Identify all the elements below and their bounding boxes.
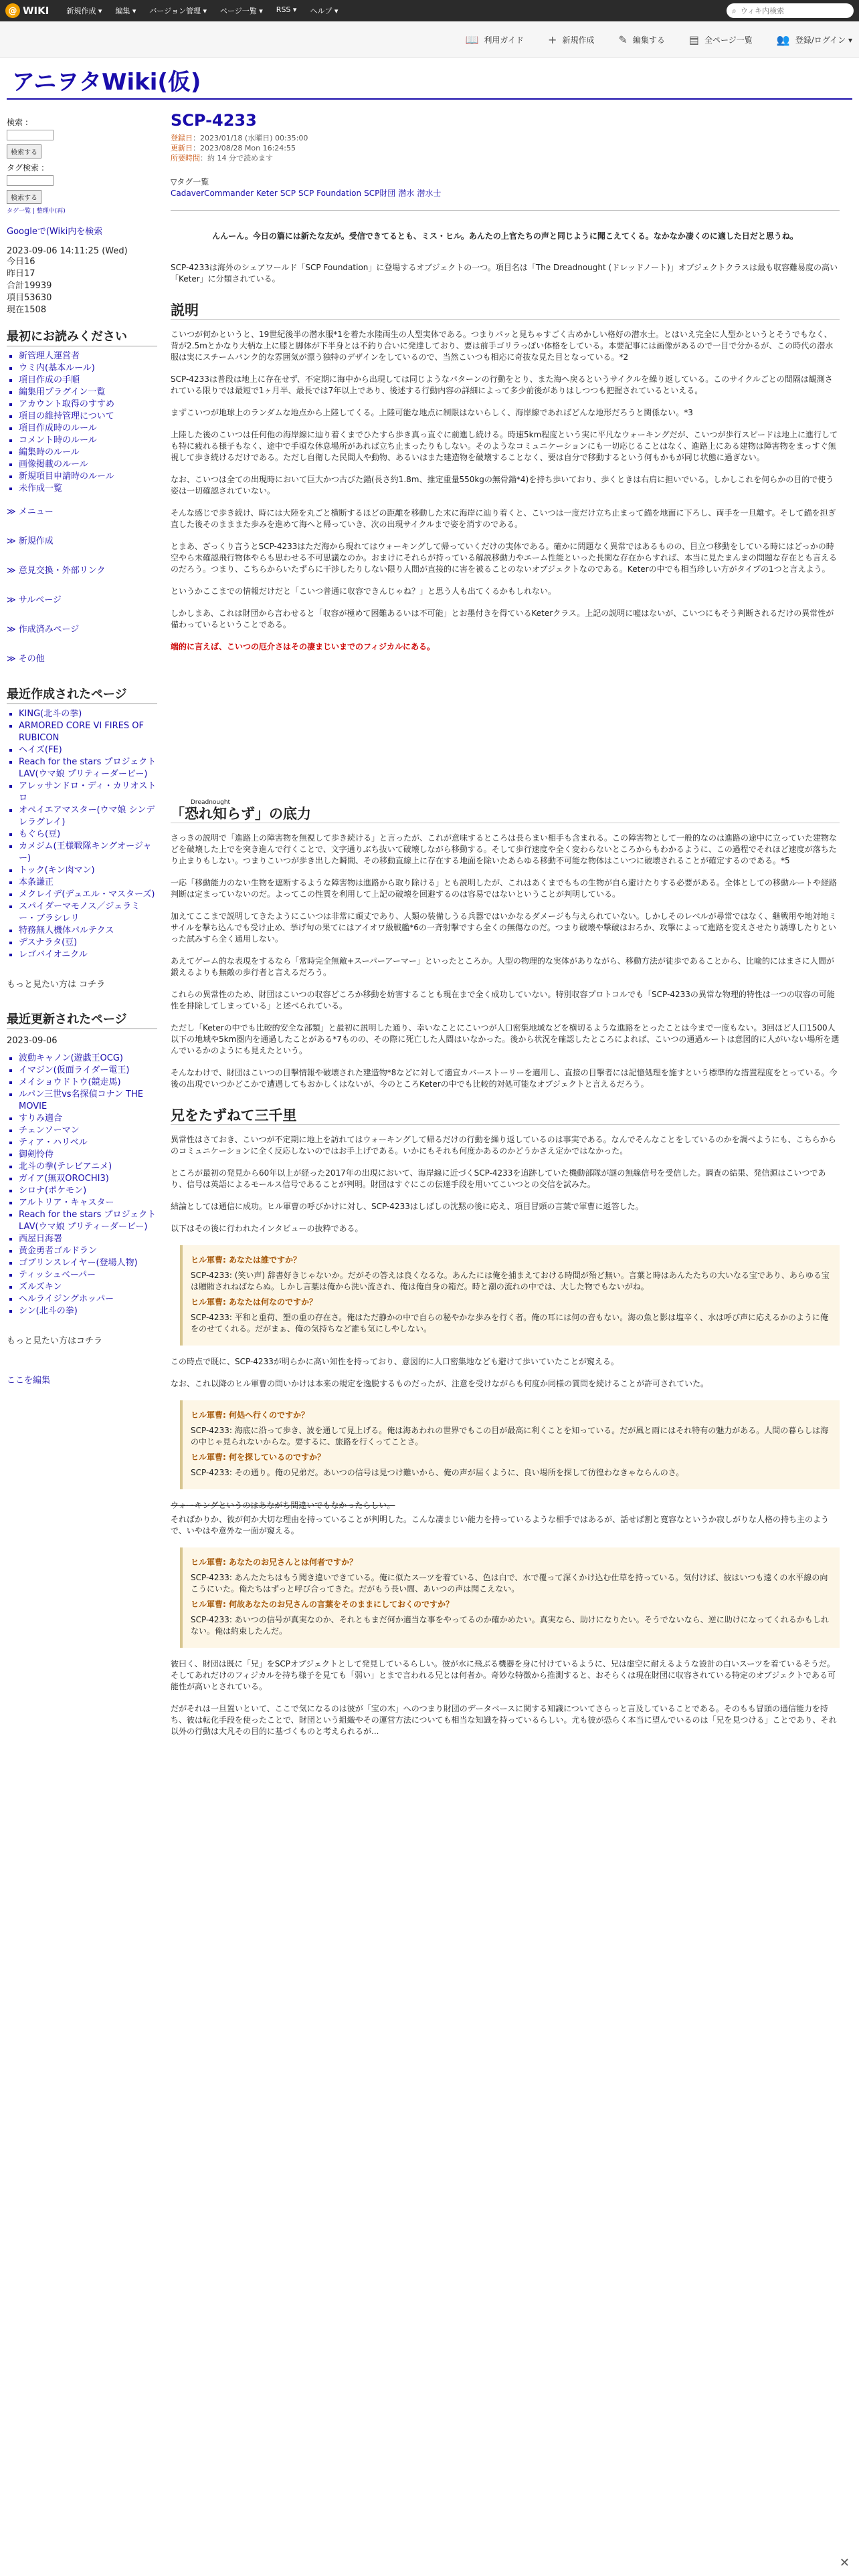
emphasis-paragraph: 端的に言えば、こいつの厄介さはその凄まじいまでのフィジカルにある。 bbox=[171, 642, 436, 651]
page-meta bbox=[171, 133, 840, 163]
stat-items: 項目53630 bbox=[7, 293, 52, 303]
paragraph: この時点で既に、SCP-4233が明らかに高い知性を持っており、意図的に人口密集地なども避けて歩いていたことが窺える。 bbox=[171, 1357, 619, 1366]
paragraph: こいつが何かというと、19世紀後半の潜水服*1を着た水陸両生の人型実体である。つまりパッと見ちゃすごく古めかしい格好の潜水士。とはいえ完全に人型かというとそうでもなく、背が2.5mとかなり大柄な上に膝と脚体が下半身とは不釣り合いに発達しており、要は前手ゴリラっぽい体格をしている。本要記事には画像があるので一目で分かるが、この時代の潜水服は実にスチームパンク的な雰囲気が漂う独特のデザインをしているので、当然こいつも相応に奇抜な見た目となっている。*2 bbox=[171, 330, 834, 362]
paragraph: 一応「移動能力のない生物を遮断するような障害物は進路から取り除ける」とも説明したが、これはあくまでももの生物が自ら避けたりする必要がある。全体としての移動ルートや経路判断は定まっていないのだ。よってこの性質を利用して上記の破壊を回避するのは容易ではないということが判明している。 bbox=[171, 878, 838, 899]
meta-value: ：2023/08/28 Mon 16:24:55 bbox=[193, 144, 296, 152]
sidebar-item[interactable]: ▪ 黄金勇者ゴルドラン bbox=[19, 1245, 157, 1257]
paragraph: まずこいつが地球上のランダムな地点から上陸してくる。上陸可能な地点に制限はないらしく、海岸線であればどんな地形だろうと関係ない。*3 bbox=[171, 408, 693, 417]
wiki-search-input[interactable] bbox=[741, 7, 841, 15]
paragraph: ただし「Keterの中でも比較的安全な部類」と最初に説明した通り、幸いなことにこいつが人口密集地域などを横切るような進路をとったことは今まで一度もない。3回ほど人口1500人以下の地域や5km圏内を通過したことがある*7ものの、その際に死亡した人間はいなかった。後から状況を確認したところによれば、こいつの通過ルートは意図的に人がいない場所を選んでいるかのようにも見えたという。 bbox=[171, 1023, 840, 1055]
sidebar-item[interactable]: ▪ 新管理人運営者 bbox=[19, 350, 157, 362]
menu-new[interactable]: 新規作成 ▾ bbox=[66, 7, 102, 15]
interview-answer: SCP-4233: 平和と重荷、塑の重の存在さ。俺はただ静かの中で自らの秘やかな歩みを行く者。俺の耳には何の音もない。海の魚と影は塩辛く、水は呼び声に応えるかのように俺をのせてくれる。だがまぁ、俺の気持ちなど誰も気にしやしない。 bbox=[191, 1313, 828, 1333]
tag-link[interactable]: SCP bbox=[280, 189, 296, 198]
tag-link[interactable]: 潜水士 bbox=[417, 189, 442, 198]
stat-yesterday: 昨日17 bbox=[7, 269, 35, 279]
sidebar bbox=[7, 115, 157, 1386]
menu-version[interactable]: バージョン管理 ▾ bbox=[149, 7, 207, 15]
paragraph: 以下はその後に行われたインタビューの抜粋である。 bbox=[171, 1224, 363, 1233]
top-menu bbox=[60, 5, 345, 16]
interview-box bbox=[180, 1400, 840, 1489]
sidebar-search-button[interactable]: 検索する bbox=[7, 144, 41, 158]
interview-answer: SCP-4233: (笑い声) 辞書好きじゃないか。だがその答えは良くなるな。あんたには俺を捕まえておける時間が殆ど無い。言葉と時はあんたたちの大いなる宝であり、あらゆる宝は贈賄されねばならぬ。しかし言葉は俺から洗い流され、俺は俺自身の箱だ。時と潮の流れの中では、大した物でもないがね。 bbox=[191, 1271, 830, 1291]
sidebar-item[interactable]: ▪ 御剣怜侍 bbox=[19, 1149, 157, 1161]
tag-list-label[interactable]: ▽タグ一覧 bbox=[171, 177, 209, 187]
sidebar-menu-link[interactable]: ≫ 作成済みページ bbox=[7, 625, 80, 635]
interview-answer: SCP-4233: あいつの信号が真実なのか、それともまだ何か適当な事をやってるのか確かめたい。真実なら、助けになりたい。そうでないなら、逆に助けになってくれるかもしれない。俺は約束したんだ。 bbox=[191, 1615, 829, 1636]
close-icon[interactable]: ✕ bbox=[839, 2556, 850, 2570]
sidebar-item[interactable]: ▪ 編集時のルール bbox=[19, 447, 157, 459]
paragraph: そればかりか、彼が何か大切な理由を持っていることが判明した。こんな凄まじい能力を持っているような相手ではあるが、話せば割と寛容なというか寂しがりな人格の持ち主のようで、いやはや意外な一面が窺える。 bbox=[171, 1515, 830, 1535]
sidebar-item[interactable]: ▪ 特務無人機体パルテクス bbox=[19, 925, 157, 937]
section-brother-heading: 兄をたずねて三千里 bbox=[171, 1110, 840, 1125]
meta-updated bbox=[171, 143, 840, 153]
sidebar-item[interactable]: ▪ カメジム(王様戦隊キングオージャー) bbox=[19, 841, 157, 865]
page-toolbar bbox=[0, 21, 859, 58]
paragraph: なお、これ以降のヒル軍曹の問いかけは本来の規定を逸脱するものだったが、注意を受けながらも何度か同様の質問を続けることが許可されていた。 bbox=[171, 1379, 709, 1388]
sidebar-item[interactable]: ▪ ヘイズ(FE) bbox=[19, 744, 157, 756]
search-label: 検索 : bbox=[7, 118, 28, 127]
meta-reading-time bbox=[171, 153, 840, 163]
interview-question: ヒル軍曹: あなたは何なのですか？ bbox=[191, 1297, 317, 1307]
sidebar-menu-link[interactable]: ≫ メニュー bbox=[7, 507, 54, 517]
sidebar-item[interactable]: ▪ メクレイデ(デュエル・マスターズ) bbox=[19, 889, 157, 901]
guide-label: 利用ガイド bbox=[484, 35, 524, 45]
paragraph: そんなわけで、財団はこいつの目撃情報や破壊された建造物*8などに対して適宜カバーストーリーを適用し、直接の目撃者には記憶処理を施すという標準的な措置程度をとっている。今後の出現でいつかどこかで遭遇してもおかしくはないが、今のところKeterの中でも比較的対処可能なオブジェクトと言えるだろう。 bbox=[171, 1068, 838, 1089]
sidebar-item[interactable]: ▪ メイショウドトウ(競走馬) bbox=[19, 1077, 157, 1089]
interview-question: ヒル軍曹: 何処へ行くのですか？ bbox=[191, 1410, 309, 1420]
sidebar-search-input[interactable] bbox=[7, 130, 54, 140]
sidebar-item[interactable]: ▪ 未作成一覧 bbox=[19, 483, 157, 495]
paragraph: 異常性はさておき、こいつが不定期に地上を訪れてはウォーキングして帰るだけの行動を繰り返しているのは事実である。なんでそんなことをしているのかを調べようにも、こちらからのコミュニケーションに全く反応しないのではお手上げである。いかにもそれも何度かあるのかどうかさえ定かではなかった。 bbox=[171, 1135, 836, 1156]
meta-key: 所要時間 bbox=[171, 154, 200, 163]
site-logo[interactable] bbox=[0, 0, 49, 21]
read-first-list bbox=[7, 350, 157, 495]
user-icon: 👥 bbox=[776, 33, 790, 46]
meta-registered bbox=[171, 133, 840, 143]
paragraph: 加えてここまで説明してきたようにこいつは非常に頑丈であり、人類の装備しうる兵器ではいかなるダメージも与えられていない。しかしそのレベルが尋常ではなく、継戦用や地対地ミサイルを撃ち込んでも受け止め、挙げ句の果てにはアイオワ級戦艦*6の一斉射撃ですら全くの無傷なのだ。つまり破壊や撃破はおろか、攻撃によって進路を変えさせたり誘導したりといった試みすら全く通用しない。 bbox=[171, 911, 837, 944]
interview-question: ヒル軍曹: 何故あなたのお兄さんの言葉をそのままにしておくのですか？ bbox=[191, 1600, 454, 1609]
title-divider bbox=[7, 98, 852, 100]
sidebar-item[interactable]: ▪ 項目の維持管理について bbox=[19, 411, 157, 423]
paragraph: これらの異常性のため、財団はこいつの収容どころか移動を妨害することも現在まで全く成功していない。特別収容プロトコルでも「SCP-4233の異常な物理的特性は一つの収容の可能性を排除してしまっている」と述べられている。 bbox=[171, 990, 835, 1010]
paragraph: しかしまあ、これは財団から言わせると「収容が極めて困難あるいは不可能」とお墨付きを得ているKeterクラス。上記の説明に嘘はないが、こいつにもそう判断されるだけの異常性が備わっているということである。 bbox=[171, 609, 834, 629]
site-title[interactable]: アニヲタWiki(仮) bbox=[12, 69, 201, 96]
sidebar-item[interactable]: ▪ レゴバイオニクル bbox=[19, 949, 157, 961]
google-search-link[interactable]: Googleで(Wiki内を検索 bbox=[7, 227, 103, 237]
menu-edit[interactable]: 編集 ▾ bbox=[115, 7, 136, 15]
stat-today: 今日16 bbox=[7, 257, 35, 267]
login-button[interactable] bbox=[777, 33, 852, 46]
recent-created-list bbox=[7, 708, 157, 961]
sidebar-item[interactable]: ▪ ヘルライジングホッパー bbox=[19, 1293, 157, 1305]
current-date: 2023-09-06 14:11:25 (Wed) bbox=[7, 246, 128, 256]
recent-created-heading: 最近作成されたページ bbox=[7, 685, 157, 704]
logo-text: WIKI bbox=[23, 5, 50, 17]
sidebar-menu-link[interactable]: ≫ その他 bbox=[7, 654, 45, 664]
all-pages-label: 全ページ一覧 bbox=[704, 35, 753, 45]
sidebar-item[interactable]: ▪ アルトリア・キャスター bbox=[19, 1197, 157, 1209]
menu-page-list[interactable]: ページ一覧 ▾ bbox=[219, 7, 263, 15]
sidebar-item[interactable]: ▪ すりみ適合 bbox=[19, 1113, 157, 1125]
tag-help-link[interactable]: タグ一覧 | 整理中(再) bbox=[7, 208, 66, 215]
new-page-button[interactable] bbox=[548, 33, 594, 46]
sidebar-item[interactable]: ▪ アレッサンドロ・ディ・カリオストロ bbox=[19, 780, 157, 804]
plus-icon: + bbox=[548, 33, 557, 46]
recent-updated-list bbox=[7, 1053, 157, 1317]
spacer bbox=[171, 663, 840, 797]
meta-value: ：2023/01/18 (水曜日) 00:35:00 bbox=[193, 134, 308, 142]
tag-search-button[interactable]: 検索する bbox=[7, 190, 41, 204]
sidebar-item[interactable]: ▪ ゴブリンスレイヤー(登場人物) bbox=[19, 1257, 157, 1269]
paragraph: というかここまでの情報だけだと「こいつ普通に収容できんじゃね？」と思う人も出てくるかもしれない。 bbox=[171, 586, 557, 596]
intro-paragraph: SCP-4233は海外のシェアワールド「SCP Foundation」に登場するオブジェクトの一つ。項目名は「The Dreadnought (ドレッドノート)」オブジェクトクラスは最も収容難易度の高い「Keter」に分類されている。 bbox=[171, 263, 838, 284]
sidebar-item[interactable]: ▪ シロナ(ポケモン) bbox=[19, 1185, 157, 1197]
meta-key: 更新日 bbox=[171, 144, 193, 152]
sidebar-item[interactable]: ▪ スパイダーマモノス／ジェラミー・ブラシレリ bbox=[19, 901, 157, 925]
sidebar-item[interactable]: ▪ 編集用プラグイン一覧 bbox=[19, 387, 157, 399]
paragraph: なお、こいつは全ての出現時において巨大かつ古びた錨(長さ約1.8m、推定重量550kgの無骨錨*4)を持ち歩いており、歩くときは右肩に担いでいる。しかしこれを何らかの目的で使う姿は一切確認されていない。 bbox=[171, 475, 834, 496]
menu-rss[interactable]: RSS ▾ bbox=[276, 5, 297, 14]
wiki-search-box bbox=[727, 3, 854, 18]
sidebar-item[interactable]: ▪ ティア・ハリベル bbox=[19, 1137, 157, 1149]
tag-link[interactable]: 潜水 bbox=[398, 189, 415, 198]
recent-updated-heading: 最近更新されたページ bbox=[7, 1010, 157, 1029]
sidebar-item[interactable]: ▪ ウミ内(基本ルール) bbox=[19, 362, 157, 374]
interview-question: ヒル軍曹: あなたは誰ですか？ bbox=[191, 1255, 301, 1265]
guide-icon: 📖 bbox=[465, 33, 479, 46]
sidebar-item[interactable]: ▪ 画像掲載のルール bbox=[19, 459, 157, 471]
divider bbox=[171, 210, 840, 211]
interview-answer: SCP-4233: その通り。俺の兄弟だ。あいつの信号は見つけ難いから、俺の声が届くように、良い場所を探して彷徨わなきゃならんのさ。 bbox=[191, 1468, 684, 1477]
edit-sidebar-link[interactable]: ここを編集 bbox=[7, 1376, 51, 1386]
atwiki-logo-icon: @ bbox=[5, 3, 20, 18]
strikethrough-line: ウォーキングというのはあながち間違いでもなかったらしい。 bbox=[171, 1501, 395, 1510]
sidebar-item[interactable]: ▪ デスナラタ(豆) bbox=[19, 937, 157, 949]
sidebar-item[interactable]: ▪ 波動キャノン(遊戯王OCG) bbox=[19, 1053, 157, 1065]
sidebar-item[interactable]: ▪ ルパン三世vs名探偵コナン THE MOVIE bbox=[19, 1089, 157, 1113]
sidebar-menu-links bbox=[7, 498, 157, 674]
sidebar-item[interactable]: ▪ 項目作成時のルール bbox=[19, 423, 157, 435]
tag-link[interactable]: SCP Foundation bbox=[298, 189, 362, 198]
section-description-heading: 説明 bbox=[171, 305, 840, 320]
sidebar-item[interactable]: ▪ トック(キン肉マン) bbox=[19, 865, 157, 877]
sidebar-item[interactable]: ▪ シン(北斗の拳) bbox=[19, 1305, 157, 1317]
search-icon[interactable]: ⌕ bbox=[732, 5, 737, 15]
sidebar-item[interactable]: ▪ もぐら(豆) bbox=[19, 829, 157, 841]
stat-total: 合計19939 bbox=[7, 281, 52, 291]
section-ruby: Dreadnought bbox=[191, 799, 231, 806]
page-title: SCP-4233 bbox=[171, 111, 257, 130]
sidebar-item[interactable]: ▪ アカウント取得のすすめ bbox=[19, 399, 157, 411]
pencil-icon: ✎ bbox=[618, 33, 628, 46]
read-first-heading: 最初にお読みください bbox=[7, 327, 157, 346]
sidebar-item[interactable]: ▪ ガイア(無双OROCHI3) bbox=[19, 1173, 157, 1185]
menu-help[interactable]: ヘルプ ▾ bbox=[310, 7, 339, 15]
sidebar-item[interactable]: ▪ 本条謙正 bbox=[19, 877, 157, 889]
interview-answer: SCP-4233: あんたたちはもう聞き違いできている。俺に似たスーツを着ている、色は白で、水で覆って深くかけ込む仕草を持っている。気付けば、彼はいつも遠くの水平線の向こうにいた。俺たちはずっと呼び合ってきた。だがもう長い間、あいつの声は聞こえない。 bbox=[191, 1573, 828, 1594]
paragraph: 上陸した後のこいつは任何他の海岸線に辿り着くまでひたすら歩き真っ直ぐに前進し続ける。時速5km程度という実に平凡なウォーキングだが、こいつが歩行スピードは地上に進行しても特に疲れる様子もなく、途中で手頃な休息場所があれば立ち止まったりもしない。そのようなコミュニケーションにも一切応じることはなく、進路上にある建物は障害物をまっすぐ無視して歩き続けるだけである。ただし自衛した民間人や動物、あるいはまた建造物を破壊することなく、要は自分で移動するという何もかもが同じ状態に過ぎない。 bbox=[171, 430, 838, 462]
sidebar-item[interactable]: ▪ Reach for the stars プロジェクトLAV(ウマ娘 プリティーダービー) bbox=[19, 756, 157, 780]
meta-value: ：約 14 分で読めます bbox=[200, 154, 273, 163]
tag-link[interactable]: CadaverCommander bbox=[171, 189, 254, 198]
sidebar-item[interactable]: ▪ ティッシュベーパー bbox=[19, 1269, 157, 1281]
sidebar-item[interactable]: ▪ チェンソーマン bbox=[19, 1125, 157, 1137]
interview-answer: SCP-4233: 海底に沿って歩き、波を通して見上げる。俺は海あわれの世界でもこの目が最高に利くことを知っている。だが風と雨にはそれ特有の魅力がある。人間の暮らしは海の中じゃ見られないからな。要するに、旅路を行くってことさ。 bbox=[191, 1426, 829, 1446]
sidebar-item[interactable]: ▪ 北斗の拳(テレビアニメ) bbox=[19, 1161, 157, 1173]
sidebar-item[interactable]: ▪ コメント時のルール bbox=[19, 435, 157, 447]
sidebar-item[interactable]: ▪ イマジン(仮面ライダー電王) bbox=[19, 1065, 157, 1077]
tag-list bbox=[171, 177, 840, 199]
edit-label: 編集する bbox=[632, 35, 665, 45]
interview-question: ヒル軍曹: 何を探しているのですか？ bbox=[191, 1453, 325, 1462]
tag-search-label: タグ検索 : bbox=[7, 163, 44, 173]
sidebar-menu-link[interactable]: ≫ サルベージ bbox=[7, 595, 62, 605]
all-pages-button[interactable] bbox=[689, 33, 753, 46]
sidebar-item[interactable]: ▪ オペイエアマスター(ウマ娘 シンデレラグレイ) bbox=[19, 804, 157, 829]
sidebar-item[interactable]: ▪ ズルズキン bbox=[19, 1281, 157, 1293]
paragraph: とまあ、ざっくり言うとSCP-4233はただ海から現れてはウォーキングして帰っていくだけの実体である。確かに問題なく異常ではあるものの、目立つ移動をしている時にはどっかの時空やら未確認飛行物体やらも思わせる不可思議なのか。おまけにそれらが持っている解説移動力やエーム性能といった長閑な存在からすれば、本当に見たまんまの問題な存在とも言えるのだろう。つまり、こちらからいたずらに干渉したりしない限り人間が直接的に害を被ることのないオブジェクトなのである。Keterの中でも相当珍しい方がタイプの1つと言えよう。 bbox=[171, 542, 838, 574]
interview-box bbox=[180, 1245, 840, 1346]
paragraph: 結論としては通信に成功。ヒル軍曹の呼びかけに対し、SCP-4233はしばしの沈黙の後に応え、項目冒頭の言葉で軍曹に返答した。 bbox=[171, 1202, 644, 1211]
sidebar-item[interactable]: ▪ Reach for the stars プロジェクトLAV(ウマ娘 プリティーダービー) bbox=[19, 1209, 157, 1233]
paragraph: SCP-4233は普段は地上に存在せず、不定期に海中から出現しては同じようなパターンの行動をとり、また海へ戻るというサイクルを繰り返している。このサイクルごとの間隔は観測されている限りでは最短で1ヶ月半、最長では7年以上であり、後述する行動内容の詳細によって多少前後がありはしつつも把握されているといえる。 bbox=[171, 374, 833, 395]
new-page-label: 新規作成 bbox=[562, 35, 595, 45]
paragraph: だがそれは一旦置いといて、ここで気になるのは彼が「宝の木」へのつまり財団のデータベースに関する知識についてさらっと言及していることである。そのもも冒頭の通信能力を持ち、彼は転化手段を使ったことで、財団という組織やその運営方法についても相当な知識を持っているらしい。尤も彼が恐らく本当に望んでいるのは「兄を見つける」ことであり、それ以外の行動は大凡その目的に基づくものと考えられるが... bbox=[171, 1704, 837, 1736]
stat-current: 現在1508 bbox=[7, 305, 47, 315]
interview-box bbox=[180, 1547, 840, 1648]
paragraph: そんな感じで歩き続け、時には大陸を丸ごと横断するほどの距離を移動した末に海岸に辿り着くと、こいつは一度だけ立ち止まって錨を地面に下ろし、両手を一旦離す。そして錨を担ぎ直した後そのまままた歩みを進めて海へと帰っていき、次の出現サイクルまで姿を消すのである。 bbox=[171, 508, 836, 529]
paragraph: ところが最初の発見から60年以上が経った2017年の出現において、海岸線に近づくSCP-4233を追跡していた機動部隊が謎の無線信号を受信した。調査の結果、発信源はこいつであり、信号は英語によるモールス信号であることが判明。財団はすぐにこの伝達手段を用いてこいつとの交信を試みた。 bbox=[171, 1168, 826, 1189]
paragraph: あえてゲーム的な表現をするなら「常時完全無敵+スーパーアーマー」といったところか。人型の物理的な実体がありながら、移動方法が徒歩であることから、比喩的にはまさに人間が鍛えるよりも無敵の歩行者と言えるだろう。 bbox=[171, 956, 834, 977]
counter-stats bbox=[7, 256, 157, 316]
interview-question: ヒル軍曹: あなたのお兄さんとは何者ですか？ bbox=[191, 1558, 357, 1567]
sidebar-item[interactable]: ▪ ARMORED CORE VI FIRES OF RUBICON bbox=[19, 720, 157, 744]
tag-search-input[interactable] bbox=[7, 175, 54, 186]
more-updated-link[interactable]: もっと見たい方はコチラ bbox=[7, 1336, 103, 1346]
paragraph: さっきの説明で「進路上の障害物を無視して歩き続ける」と言ったが、これが意味するところは長らまい相手も含まれる。この障害物として一般的なのは進路の途中に立っていた建物などを破壊した上でを突き進んで行くことで、文字通りぶち抜いて破壊しながら移動する。そして歩行速度や全く変わらないところからもわかるように、この過程でそれほど速度が落ちたり止まりもしない。つまりこいつが歩き出した瞬間、その移動直線上に存在する地面を除いたあらゆる移動不可能な物体はこいつに破壊されることが確定するのである。*5 bbox=[171, 833, 838, 865]
edit-button[interactable] bbox=[618, 33, 664, 46]
sidebar-menu-link[interactable]: ≫ 意見交換・外部リンク bbox=[7, 566, 106, 576]
login-label: 登録/ログイン ▾ bbox=[795, 35, 852, 45]
updated-date: 2023-09-06 bbox=[7, 1036, 58, 1046]
sidebar-item[interactable]: ▪ 新規項目申請時のルール bbox=[19, 471, 157, 483]
tag-link[interactable]: Keter bbox=[256, 189, 278, 198]
more-created-link[interactable]: もっと見たい方は コチラ bbox=[7, 980, 106, 990]
guide-button[interactable] bbox=[465, 33, 524, 46]
article bbox=[171, 111, 840, 1748]
sidebar-menu-link[interactable]: ≫ 新規作成 bbox=[7, 536, 54, 546]
sidebar-item[interactable]: ▪ 西屋日海署 bbox=[19, 1233, 157, 1245]
section-dreadnought-heading: 「恐れ知らず」の底力 bbox=[171, 809, 840, 823]
sidebar-item[interactable]: ▪ KING(北斗の拳) bbox=[19, 708, 157, 720]
opening-quote: んんーん。今日の篇には新たな友が。受信できてるとも、ミス・ヒル。あんたの上官たちの声と同じように聞こえてくる。なかなか凄くのに適した日だと思うね。 bbox=[212, 231, 798, 241]
paragraph: 彼曰く、財団は既に「兄」をSCPオブジェクトとして発見しているらしい。彼が水に飛ぶる機器を身に付けているように、兄は虚空に耐えるような設計の白いスーツを着ているそうだ。そしてあれだけのフィジカルを持ち様子を見ても「弱い」とまで言われる兄とは何者か。奇妙な特徴から推測すると、おそらくは現在財団に収容されている特定のオブジェクトである可能性が高いとされている。 bbox=[171, 1659, 836, 1691]
tag-link[interactable]: SCP財団 bbox=[364, 189, 396, 198]
pages-icon: ▤ bbox=[688, 33, 700, 46]
sidebar-item[interactable]: ▪ 項目作成の手順 bbox=[19, 374, 157, 387]
top-navigation-bar bbox=[0, 0, 859, 21]
meta-key: 登録日 bbox=[171, 134, 193, 142]
tags bbox=[171, 188, 840, 199]
